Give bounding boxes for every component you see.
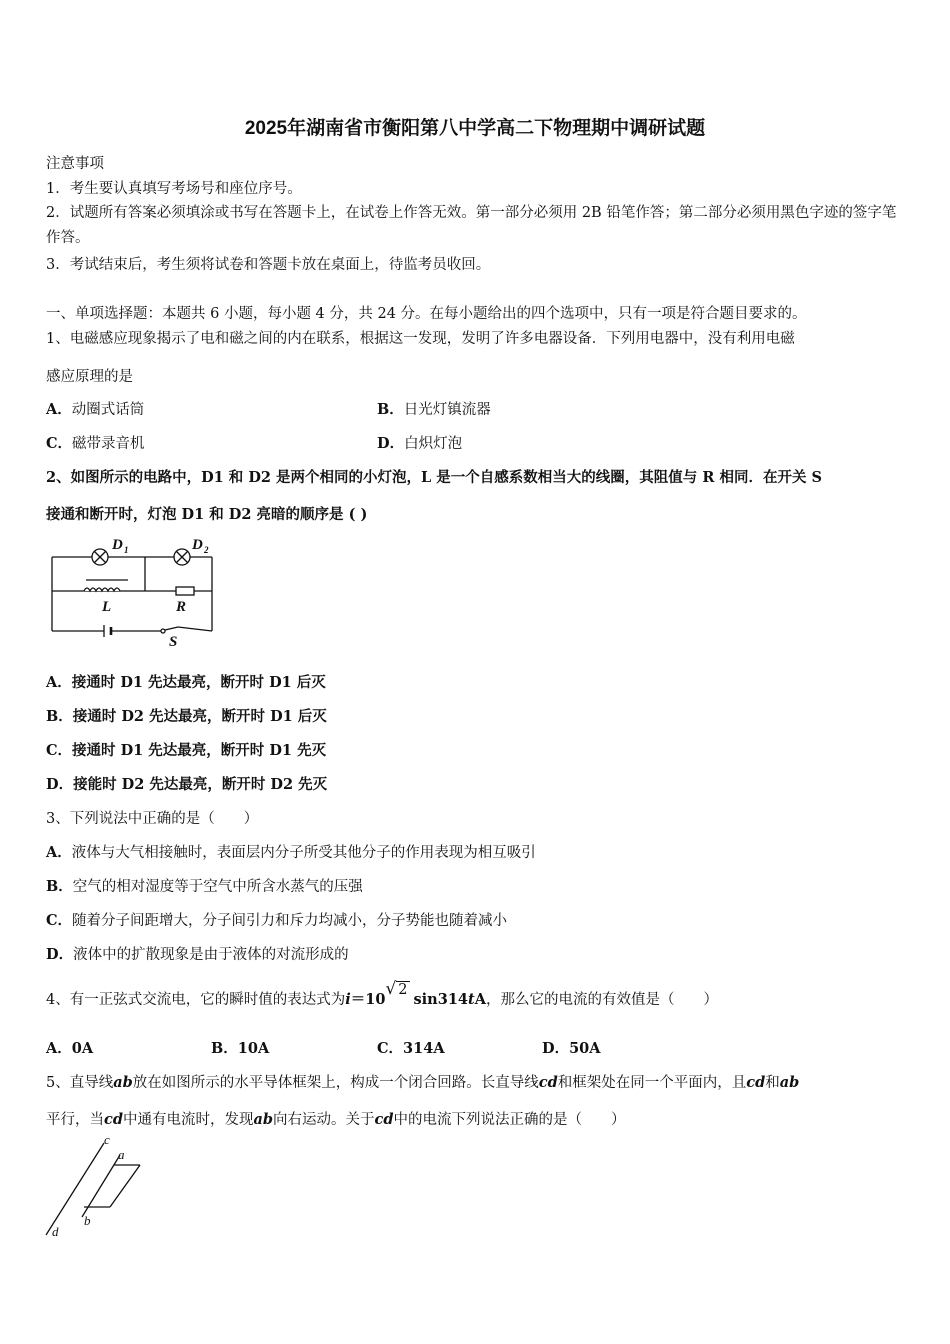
notice-item-3: 3．考试结束后，考生须将试卷和答题卡放在桌面上，待监考员收回。	[46, 257, 491, 273]
section-heading: 一、单项选择题：本题共 6 小题，每小题 4 分，共 24 分。在每小题给出的四个选项中，只有一项是符合题目要求的。	[46, 306, 807, 322]
label-a: a	[118, 1147, 125, 1162]
q3-option-c: C．随着分子间距增大，分子间引力和斥力均减小，分子势能也随着减小	[46, 912, 508, 929]
q5-stem-line2: 平行，当cd中通有电流时，发现ab向右运动。关于cd中的电流下列说法正确的是（ ）	[46, 1111, 626, 1128]
q2-stem-line1: 2、如图所示的电路中，D1 和 D2 是两个相同的小灯泡，L 是一个自感系数相当大的线圈，其阻值与 R 相同．在开关 S	[46, 469, 822, 486]
rail-right	[110, 1165, 140, 1207]
notice-heading: 注意事项	[46, 156, 104, 172]
circuit-diagram	[46, 535, 221, 650]
resistor-r	[176, 587, 194, 595]
battery	[104, 625, 111, 637]
label-d1-sub: 1	[124, 545, 129, 555]
wire-frame-diagram	[40, 1132, 150, 1245]
q1-stem-line1: 1、电磁感应现象揭示了电和磁之间的内在联系，根据这一发现，发明了许多电器设备．下列用电器中，没有利用电磁	[46, 331, 795, 347]
label-d2: D	[192, 537, 203, 553]
q1-stem-line2: 感应原理的是	[46, 369, 133, 385]
q4-option-c: C．314A	[377, 1040, 445, 1057]
label-d1: D	[112, 537, 123, 553]
notice-item-2: 2．试题所有答案必须填涂或书写在答题卡上，在试卷上作答无效。第一部分必须用 2B 铅笔作答；第二部分必须用黑色字迹的签字笔作答。	[46, 205, 897, 246]
label-c: c	[104, 1132, 110, 1147]
q5-stem-line1: 5、直导线ab放在如图所示的水平导体框架上，构成一个闭合回路。长直导线cd和框架处在同一个平面内，且cd和ab	[46, 1074, 800, 1091]
q4-option-d: D．50A	[542, 1040, 601, 1057]
q2-stem-line2: 接通和断开时，灯泡 D1 和 D2 亮暗的顺序是 ( )	[46, 506, 368, 523]
label-s: S	[169, 634, 178, 650]
q3-option-d: D．液体中的扩散现象是由于液体的对流形成的	[46, 946, 349, 963]
inductor-l	[84, 580, 128, 591]
label-l: L	[102, 599, 112, 615]
q2-option-d: D．接能时 D2 先达最亮，断开时 D2 先灭	[46, 776, 328, 793]
label-b: b	[84, 1213, 91, 1228]
notice-item-1: 1．考生要认真填写考场号和座位序号。	[46, 181, 302, 197]
q2-option-c: C．接通时 D1 先达最亮，断开时 D1 先灭	[46, 742, 327, 759]
label-d2-sub: 2	[204, 545, 209, 555]
q3-stem: 3、下列说法中正确的是（ ）	[46, 811, 259, 827]
q4-stem: 4、有一正弦式交流电，它的瞬时值的表达式为i＝10√ 2sin314tA，那么它的电流的有效值是（ ）	[46, 979, 718, 1008]
wire-cd	[46, 1143, 104, 1235]
q3-option-a: A．液体与大气相接触时，表面层内分子所受其他分子的作用表现为相互吸引	[46, 844, 536, 861]
rod-ab	[82, 1155, 120, 1217]
lamp-d1	[92, 549, 108, 565]
q2-option-b: B．接通时 D2 先达最亮，断开时 D1 后灭	[46, 708, 327, 725]
page-title: 2025年湖南省市衡阳第八中学高二下物理期中调研试题	[244, 118, 706, 139]
q1-option-d: D．白炽灯泡	[377, 435, 463, 452]
q1-option-c: C．磁带录音机	[46, 435, 145, 452]
q3-option-b: B．空气的相对湿度等于空气中所含水蒸气的压强	[46, 878, 363, 895]
label-r: R	[176, 599, 187, 615]
q2-option-a: A．接通时 D1 先达最亮，断开时 D1 后灭	[46, 674, 326, 691]
sqrt-symbol: √	[385, 979, 397, 999]
q4-option-a: A．0A	[46, 1040, 94, 1057]
q1-option-b: B．日光灯镇流器	[377, 401, 491, 418]
q1-option-a: A．动圈式话筒	[46, 401, 145, 418]
lamp-d2	[174, 549, 190, 565]
label-d: d	[52, 1224, 59, 1239]
switch-s	[161, 627, 178, 633]
q4-option-b: B．10A	[211, 1040, 270, 1057]
